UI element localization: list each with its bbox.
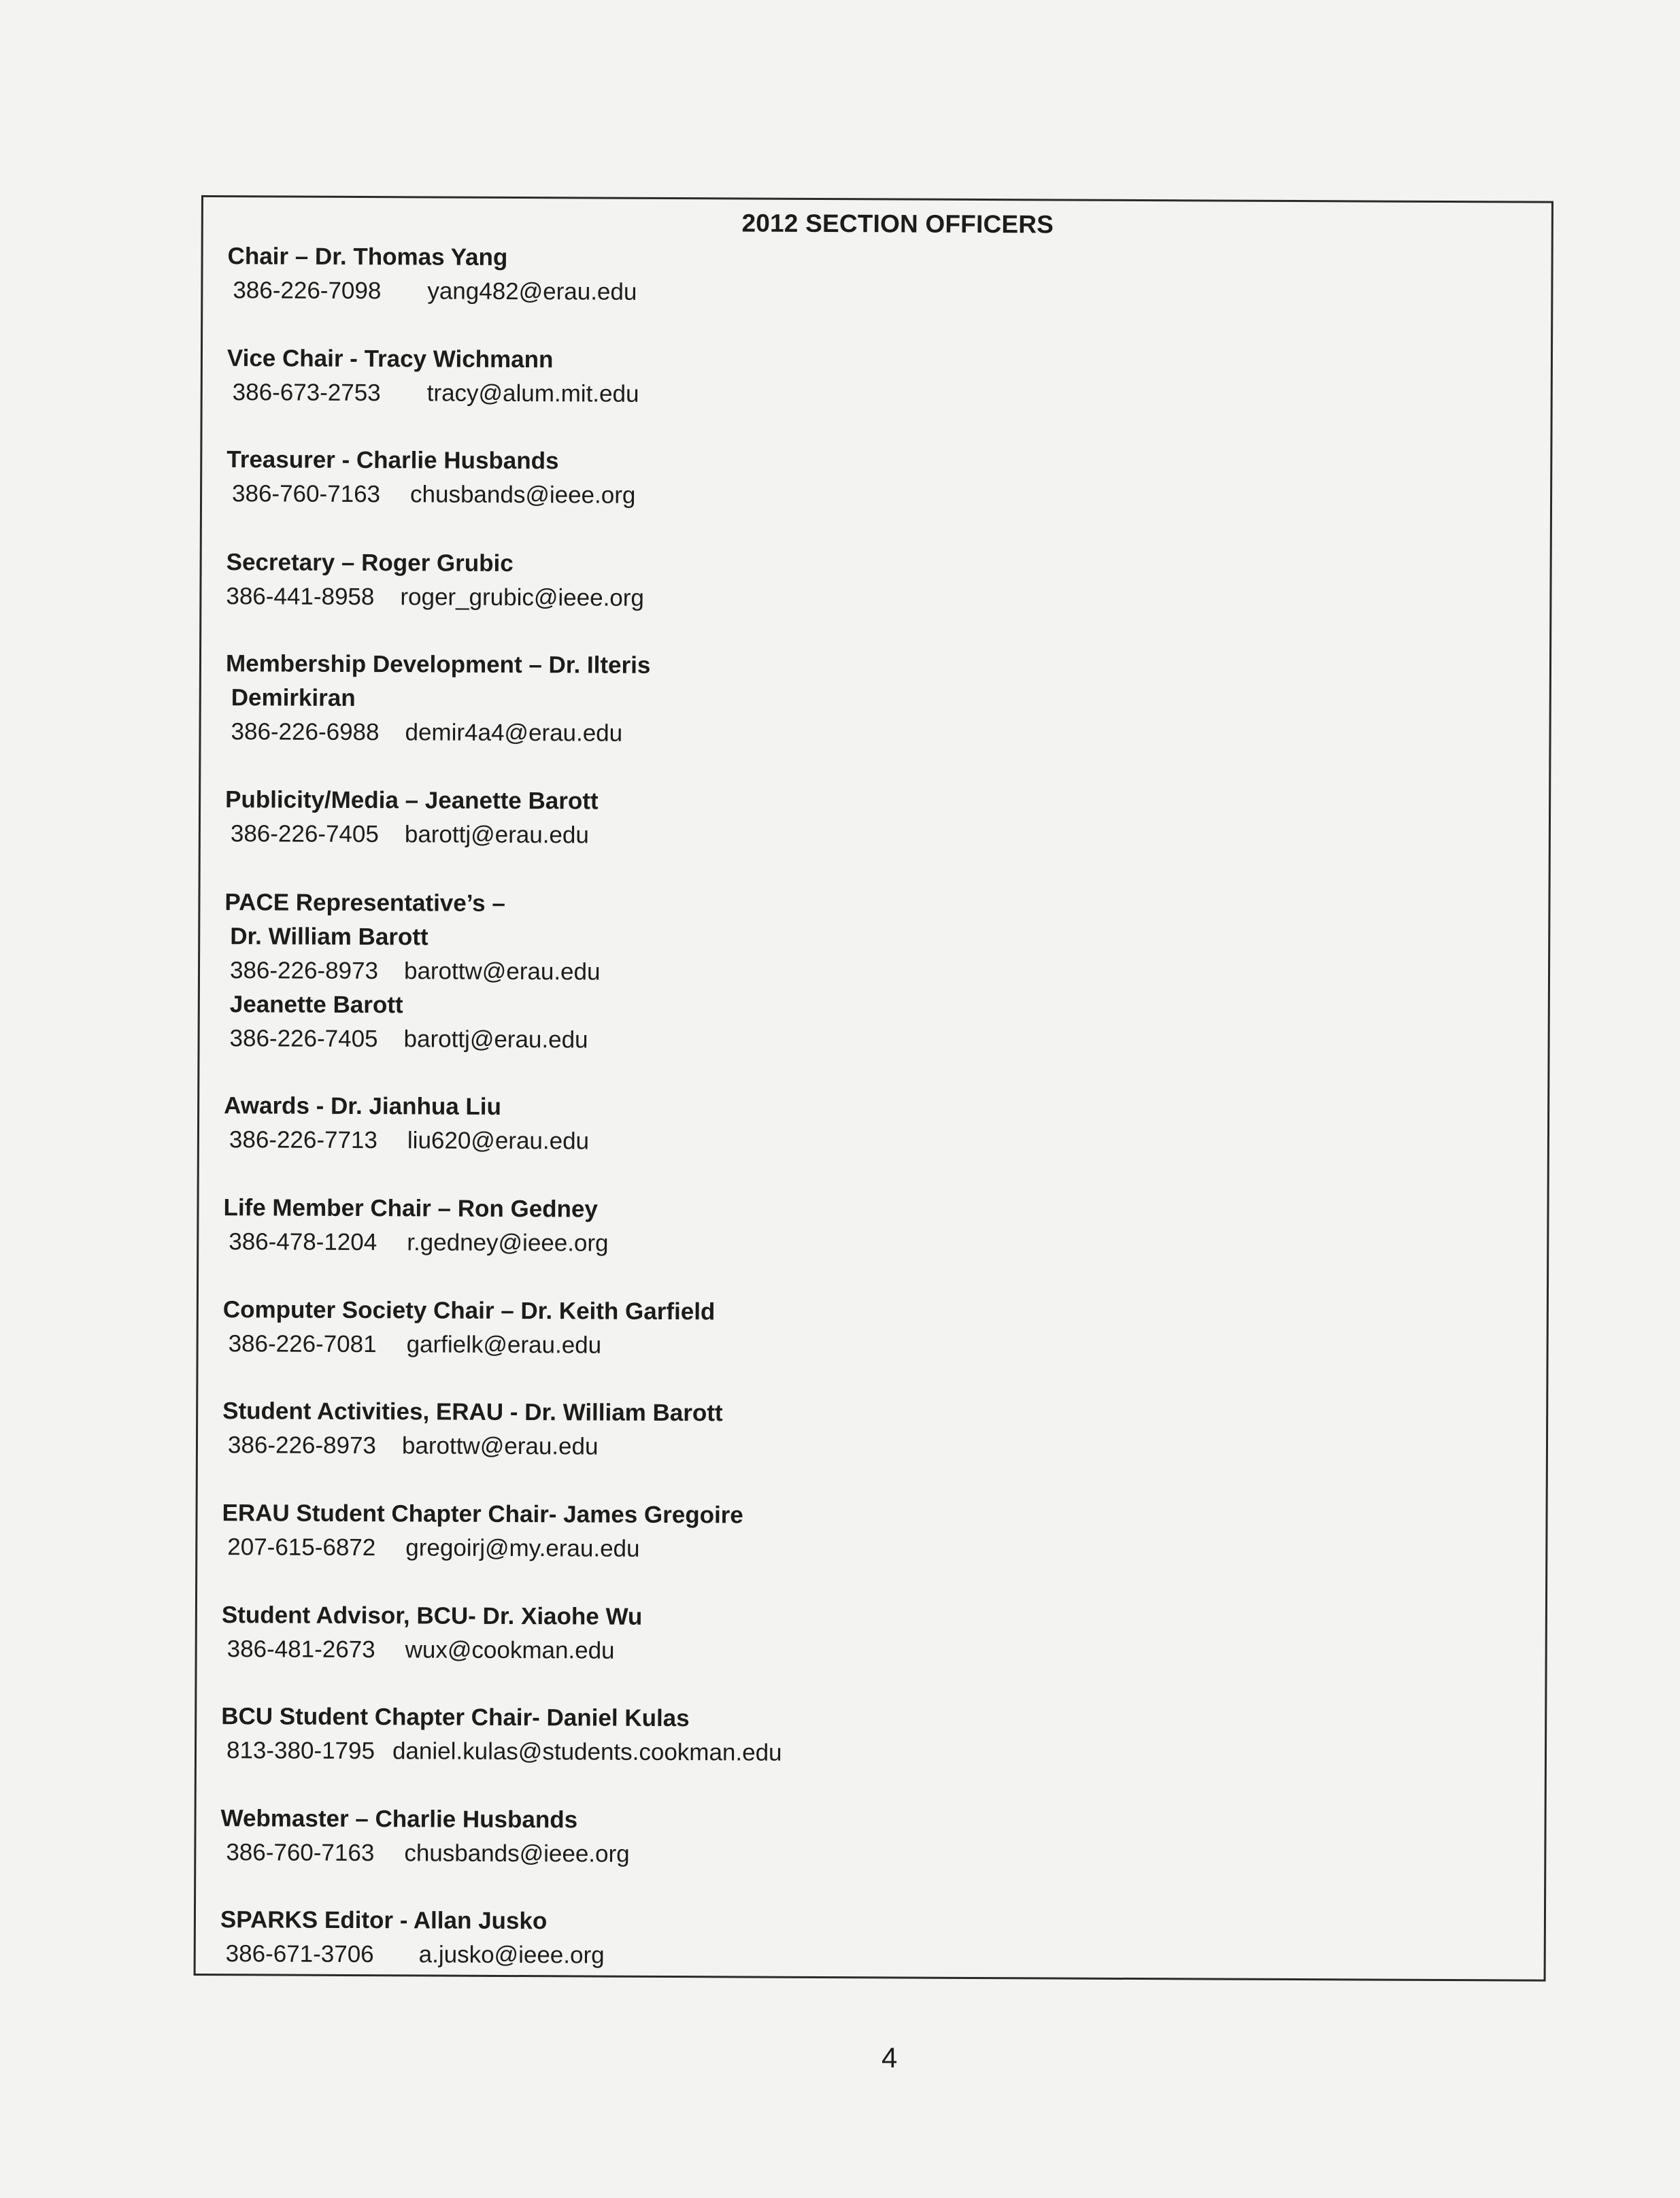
officer-role: Computer Society Chair – Dr. Keith Garfield [222,1296,716,1325]
officer-entry-membership-development [225,647,650,751]
officer-contact [227,273,637,309]
officer-contact [225,715,650,751]
officer-email: daniel.kulas@students.cookman.edu [392,1738,782,1766]
officer-contact [223,1225,609,1260]
officer-email: chusbands@ieee.org [409,481,636,509]
officer-phone: 386-226-8973 [227,1432,377,1459]
officer-phone: 386-671-3706 [225,1940,374,1968]
pace-member-name: Jeanette Barott [229,991,403,1019]
officer-phone: 386-226-8973 [229,957,379,985]
officer-phone: 813-380-1795 [226,1737,375,1765]
officer-phone: 386-226-7405 [230,820,379,848]
officer-email: barottw@erau.edu [401,1432,599,1460]
officer-entry-sparks-editor [220,1903,605,1972]
officer-email: gregoirj@my.erau.edu [405,1534,640,1562]
officer-role: Secretary – Roger Grubic [226,549,514,577]
officer-role: Vice Chair - Tracy Wichmann [226,345,554,373]
officer-email: barottw@erau.edu [403,958,601,985]
officer-role: Awards - Dr. Jianhua Liu [224,1092,502,1120]
officer-role: Student Advisor, BCU- Dr. Xiaohe Wu [221,1602,643,1630]
officer-email: barottj@erau.edu [404,821,589,849]
officer-email: a.jusko@ieee.org [418,1941,605,1969]
officer-phone: 386-226-7098 [233,277,382,305]
officer-email: wux@cookman.edu [405,1636,615,1664]
officer-email: garfielk@erau.edu [406,1331,602,1359]
officer-contact [220,1836,630,1872]
officer-entry-computer-society-chair [223,1293,716,1363]
officer-email: demir4a4@erau.edu [405,719,623,747]
officer-entry-student-activities-erau [222,1394,723,1464]
officer-contact [221,1734,782,1770]
officer-email: yang482@erau.edu [427,277,637,305]
officer-contact [220,1937,605,1972]
officer-entry-webmaster [220,1802,630,1872]
officer-entry-bcu-student-chapter-chair [221,1700,782,1770]
officer-contact [224,1123,589,1158]
officer-entry-treasurer [226,443,636,513]
officer-role: Student Activities, ERAU - Dr. William Barott [222,1398,723,1427]
officer-contact [227,375,639,411]
officer-entry-life-member-chair [223,1191,609,1260]
officer-role: Life Member Chair – Ron Gedney [223,1194,598,1223]
officer-role: ERAU Student Chapter Chair- James Gregoire [222,1500,743,1529]
officer-role: BCU Student Chapter Chair- Daniel Kulas [221,1703,690,1732]
officer-entry-awards [224,1089,590,1158]
officer-phone: 386-226-6988 [231,718,380,746]
officer-phone: 386-673-2753 [232,379,381,407]
pace-member-contact [224,953,601,989]
officer-email: barottj@erau.edu [403,1026,588,1053]
officer-role: Publicity/Media – Jeanette Barott [225,786,599,815]
officer-entry-student-advisor-bcu [222,1598,643,1668]
officer-entry-vice-chair [227,341,639,411]
officer-phone: 386-478-1204 [229,1228,377,1256]
officer-email: liu620@erau.edu [407,1127,590,1155]
officer-phone: 386-760-7163 [232,480,381,508]
pace-member-name: Dr. William Barott [230,923,429,951]
officer-phone: 386-441-8958 [226,583,375,611]
page-number: 4 [881,2042,898,2074]
officers-box [194,195,1553,1982]
officer-contact [226,579,644,615]
officer-email: roger_grubic@ieee.org [400,584,645,611]
officer-role: Treasurer - Charlie Husbands [226,446,559,475]
officer-role-continued: Demirkiran [231,684,356,711]
officer-phone: 386-481-2673 [226,1636,375,1663]
officer-contact [222,1632,643,1668]
officer-email: tracy@alum.mit.edu [426,379,639,407]
officer-phone: 207-615-6872 [227,1534,376,1561]
officer-email: chusbands@ieee.org [404,1840,630,1867]
section-title: 2012 SECTION OFFICERS [741,209,1054,239]
officer-entry-erau-student-chapter-chair [222,1496,743,1566]
officer-contact [226,477,636,513]
officer-role: Chair – Dr. Thomas Yang [227,243,508,271]
officer-contact [225,817,599,852]
officer-role: PACE Representative’s – [224,889,505,917]
officer-contact [222,1530,743,1566]
officer-role: Webmaster – Charlie Husbands [220,1805,578,1833]
officer-phone: 386-760-7163 [226,1839,375,1867]
officer-contact [223,1327,716,1363]
officer-contact [222,1428,723,1464]
officer-entry-secretary [226,545,644,615]
officer-phone: 386-226-7713 [229,1126,377,1154]
officer-role: Membership Development – Dr. Ilteris [225,650,651,679]
officer-phone: 386-226-7405 [229,1025,378,1053]
officer-role: SPARKS Editor - Allan Jusko [220,1906,548,1935]
officer-entry-chair [227,239,637,309]
officer-email: r.gedney@ieee.org [407,1229,609,1257]
officer-phone: 386-226-7081 [228,1330,377,1358]
officer-entry-publicity-media [225,783,599,852]
pace-member-contact [224,1021,600,1057]
officer-entry-pace-representatives [224,885,601,1057]
